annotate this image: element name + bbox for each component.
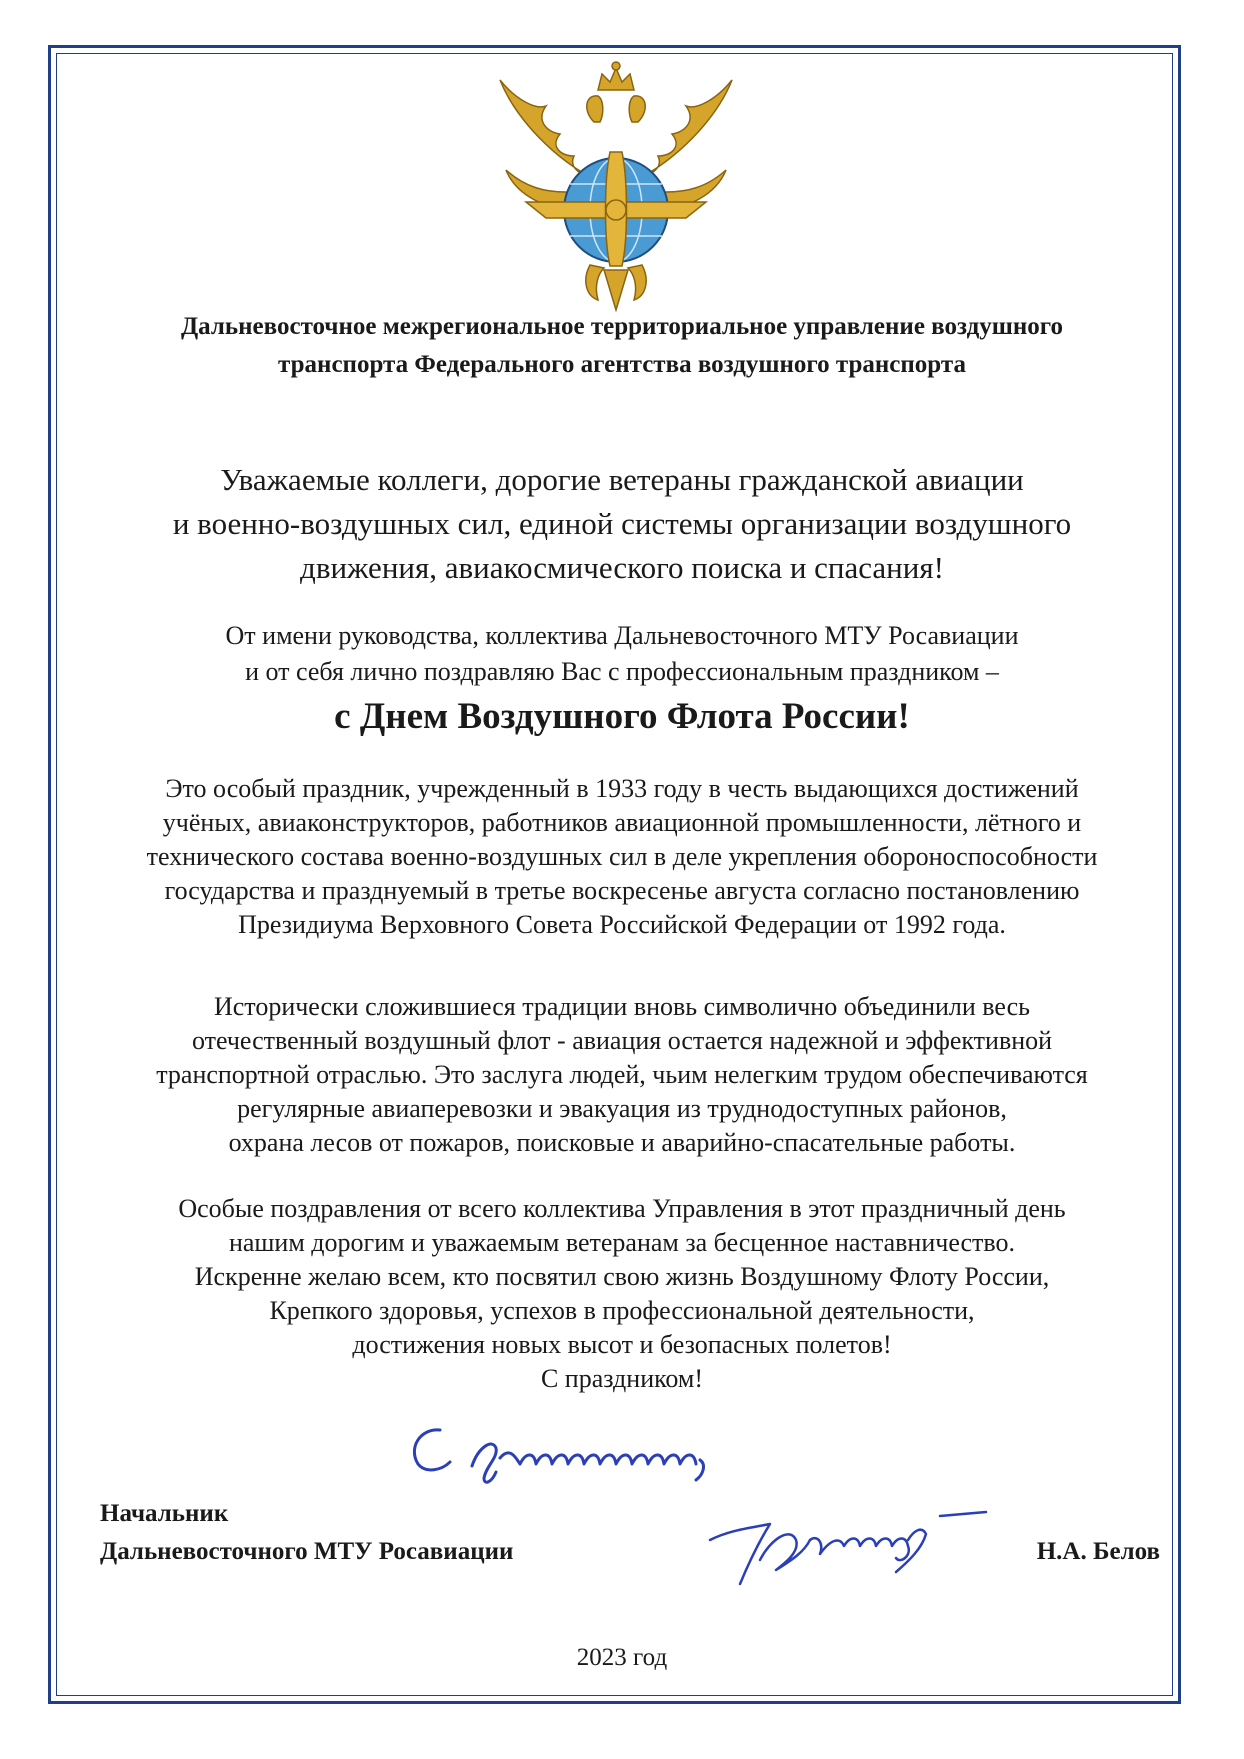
greeting-heading <box>80 458 1164 590</box>
paragraph-line: Особые поздравления от всего коллектива Управления в этот праздничный день <box>178 1194 1066 1223</box>
paragraph-line: технического состава военно-воздушных сил в деле укрепления обороноспособности <box>146 842 1098 871</box>
organization-line: Дальневосточное межрегиональное территориальное управление воздушного <box>180 313 1063 340</box>
paragraph-line: государства и празднуемый в третье воскресенье августа согласно постановлению <box>164 876 1080 905</box>
paragraph-line: охрана лесов от пожаров, поисковые и аварийно-спасательные работы. <box>228 1128 1016 1157</box>
signatory-title <box>100 1495 620 1571</box>
greeting-line: и военно-воздушных сил, единой системы организации воздушного <box>172 506 1072 541</box>
holiday-title: с Днем Воздушного Флота России! <box>334 696 910 737</box>
handwritten-regards <box>400 1408 780 1488</box>
intro-text <box>80 618 1164 690</box>
paragraph-line: достижения новых высот и безопасных полетов! <box>352 1330 892 1359</box>
paragraph-line: Искренне желаю всем, кто посвятил свою жизнь Воздушному Флоту России, <box>194 1262 1050 1291</box>
paragraph-traditions <box>80 990 1164 1160</box>
paragraph-line: нашим дорогим и уважаемым ветеранам за бесценное наставничество. <box>228 1228 1016 1257</box>
organization-line: транспорта Федерального агентства воздушного транспорта <box>278 351 966 378</box>
paragraph-line: регулярные авиаперевозки и эвакуация из труднодоступных районов, <box>237 1094 1007 1123</box>
paragraph-history <box>80 772 1164 942</box>
paragraph-line: Это особый праздник, учрежденный в 1933 году в честь выдающихся достижений <box>165 774 1079 803</box>
rosaviatsia-emblem-icon <box>486 60 746 322</box>
signatory-title-line: Начальник <box>100 1500 229 1527</box>
signatory-name: Н.А. Белов <box>1036 1538 1160 1565</box>
paragraph-line: транспортной отраслью. Это заслуга людей, чьим нелегким трудом обеспечиваются <box>156 1060 1088 1089</box>
greeting-line: Уважаемые коллеги, дорогие ветераны гражданской авиации <box>220 462 1024 497</box>
greeting-line: движения, авиакосмического поиска и спасания! <box>300 550 944 585</box>
paragraph-line: отечественный воздушный флот - авиация остается надежной и эффективной <box>191 1026 1053 1055</box>
document-year: 2023 год <box>576 1644 668 1671</box>
paragraph-line: Исторически сложившиеся традиции вновь символично объединили весь <box>213 992 1030 1021</box>
organization-name <box>80 308 1164 384</box>
intro-line: и от себя лично поздравляю Вас с профессиональным праздником – <box>245 657 999 686</box>
paragraph-line: С праздником! <box>540 1364 704 1393</box>
signature <box>700 1500 990 1600</box>
intro-line: От имени руководства, коллектива Дальневосточного МТУ Росавиации <box>225 621 1019 650</box>
paragraph-line: Президиума Верховного Совета Российской Федерации от 1992 года. <box>238 910 1006 939</box>
paragraph-line: учёных, авиаконструкторов, работников авиационной промышленности, лётного и <box>162 808 1082 837</box>
signatory-title-line: Дальневосточного МТУ Росавиации <box>100 1538 514 1565</box>
paragraph-wishes <box>80 1192 1164 1396</box>
paragraph-line: Крепкого здоровья, успехов в профессиональной деятельности, <box>269 1296 975 1325</box>
